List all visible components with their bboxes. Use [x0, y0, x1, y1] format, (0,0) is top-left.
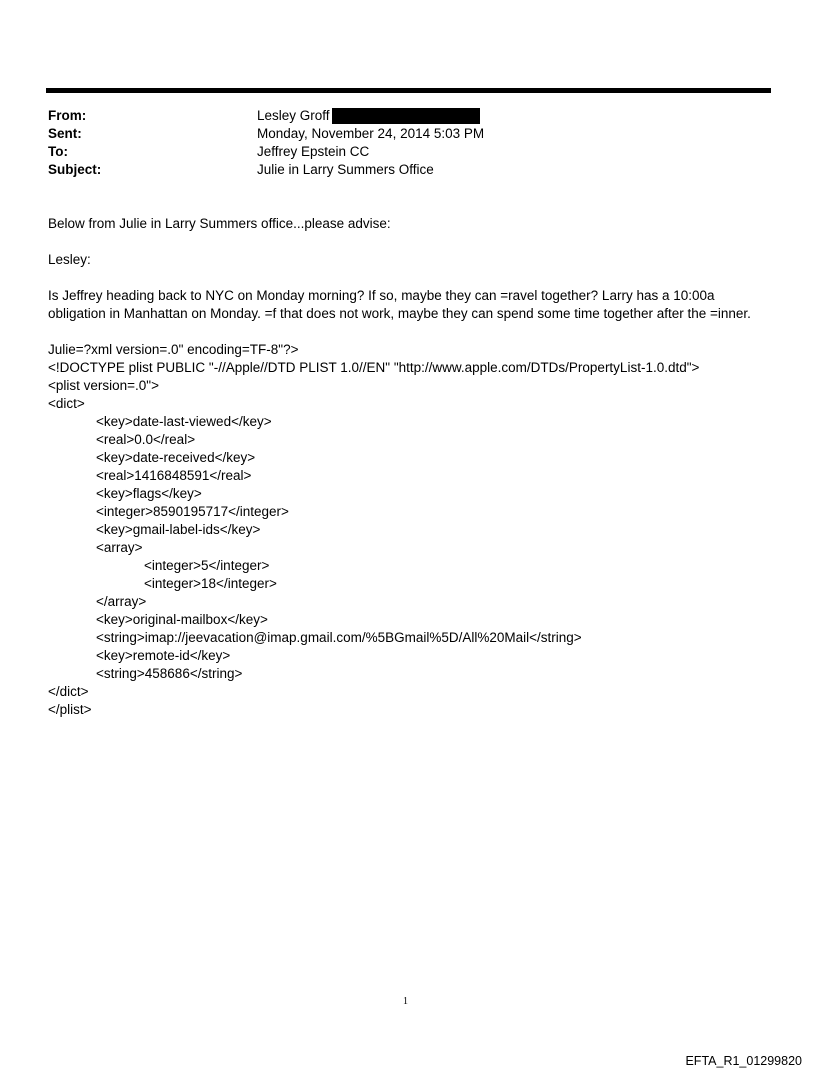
document-id: EFTA_R1_01299820 — [685, 1054, 802, 1068]
plist-line: </array> — [96, 594, 147, 609]
body-paragraph-line-2: obligation in Manhattan on Monday. =f that does not work, maybe they can spend some time together after the =inner. — [48, 306, 751, 321]
from-name: Lesley Groff — [257, 108, 330, 123]
plist-line: <real>1416848591</real> — [96, 468, 252, 483]
plist-line: <key>date-last-viewed</key> — [96, 414, 272, 429]
plist-line: <integer>8590195717</integer> — [96, 504, 289, 519]
plist-line: <array> — [96, 540, 143, 555]
subject-value: Julie in Larry Summers Office — [257, 162, 434, 177]
plist-line: <key>flags</key> — [96, 486, 202, 501]
from-value — [257, 107, 480, 125]
plist-line: <plist version=.0"> — [48, 378, 159, 393]
to-value: Jeffrey Epstein CC — [257, 144, 370, 159]
plist-line: <string>imap://jeevacation@imap.gmail.com/%5BGmail%5D/All%20Mail</string> — [96, 630, 582, 645]
plist-line: Julie=?xml version=.0" encoding=TF-8"?> — [48, 342, 299, 357]
plist-line: <string>458686</string> — [96, 666, 243, 681]
plist-line: <integer>5</integer> — [144, 558, 270, 573]
subject-label: Subject: — [48, 162, 102, 177]
body-intro: Below from Julie in Larry Summers office...please advise: — [48, 216, 391, 231]
plist-line: <integer>18</integer> — [144, 576, 277, 591]
body-greeting: Lesley: — [48, 252, 91, 267]
plist-line: <real>0.0</real> — [96, 432, 196, 447]
from-label: From: — [48, 108, 87, 123]
to-label: To: — [48, 144, 68, 159]
body-paragraph-line-1: Is Jeffrey heading back to NYC on Monday morning? If so, maybe they can =ravel together? Larry has a 10:00a — [48, 288, 715, 303]
redaction-box — [332, 108, 480, 124]
plist-line: <key>date-received</key> — [96, 450, 256, 465]
sent-label: Sent: — [48, 126, 82, 141]
plist-line: <dict> — [48, 396, 85, 411]
sent-value: Monday, November 24, 2014 5:03 PM — [257, 126, 485, 141]
plist-line: <key>remote-id</key> — [96, 648, 231, 663]
page-number: 1 — [403, 996, 408, 1007]
plist-line: </plist> — [48, 702, 92, 717]
plist-line: <!DOCTYPE plist PUBLIC "-//Apple//DTD PLIST 1.0//EN" "http://www.apple.com/DTDs/PropertyList-1.0.dtd"> — [48, 360, 700, 375]
header-rule — [46, 88, 771, 93]
plist-line: <key>original-mailbox</key> — [96, 612, 268, 627]
plist-line: <key>gmail-label-ids</key> — [96, 522, 261, 537]
plist-line: </dict> — [48, 684, 89, 699]
